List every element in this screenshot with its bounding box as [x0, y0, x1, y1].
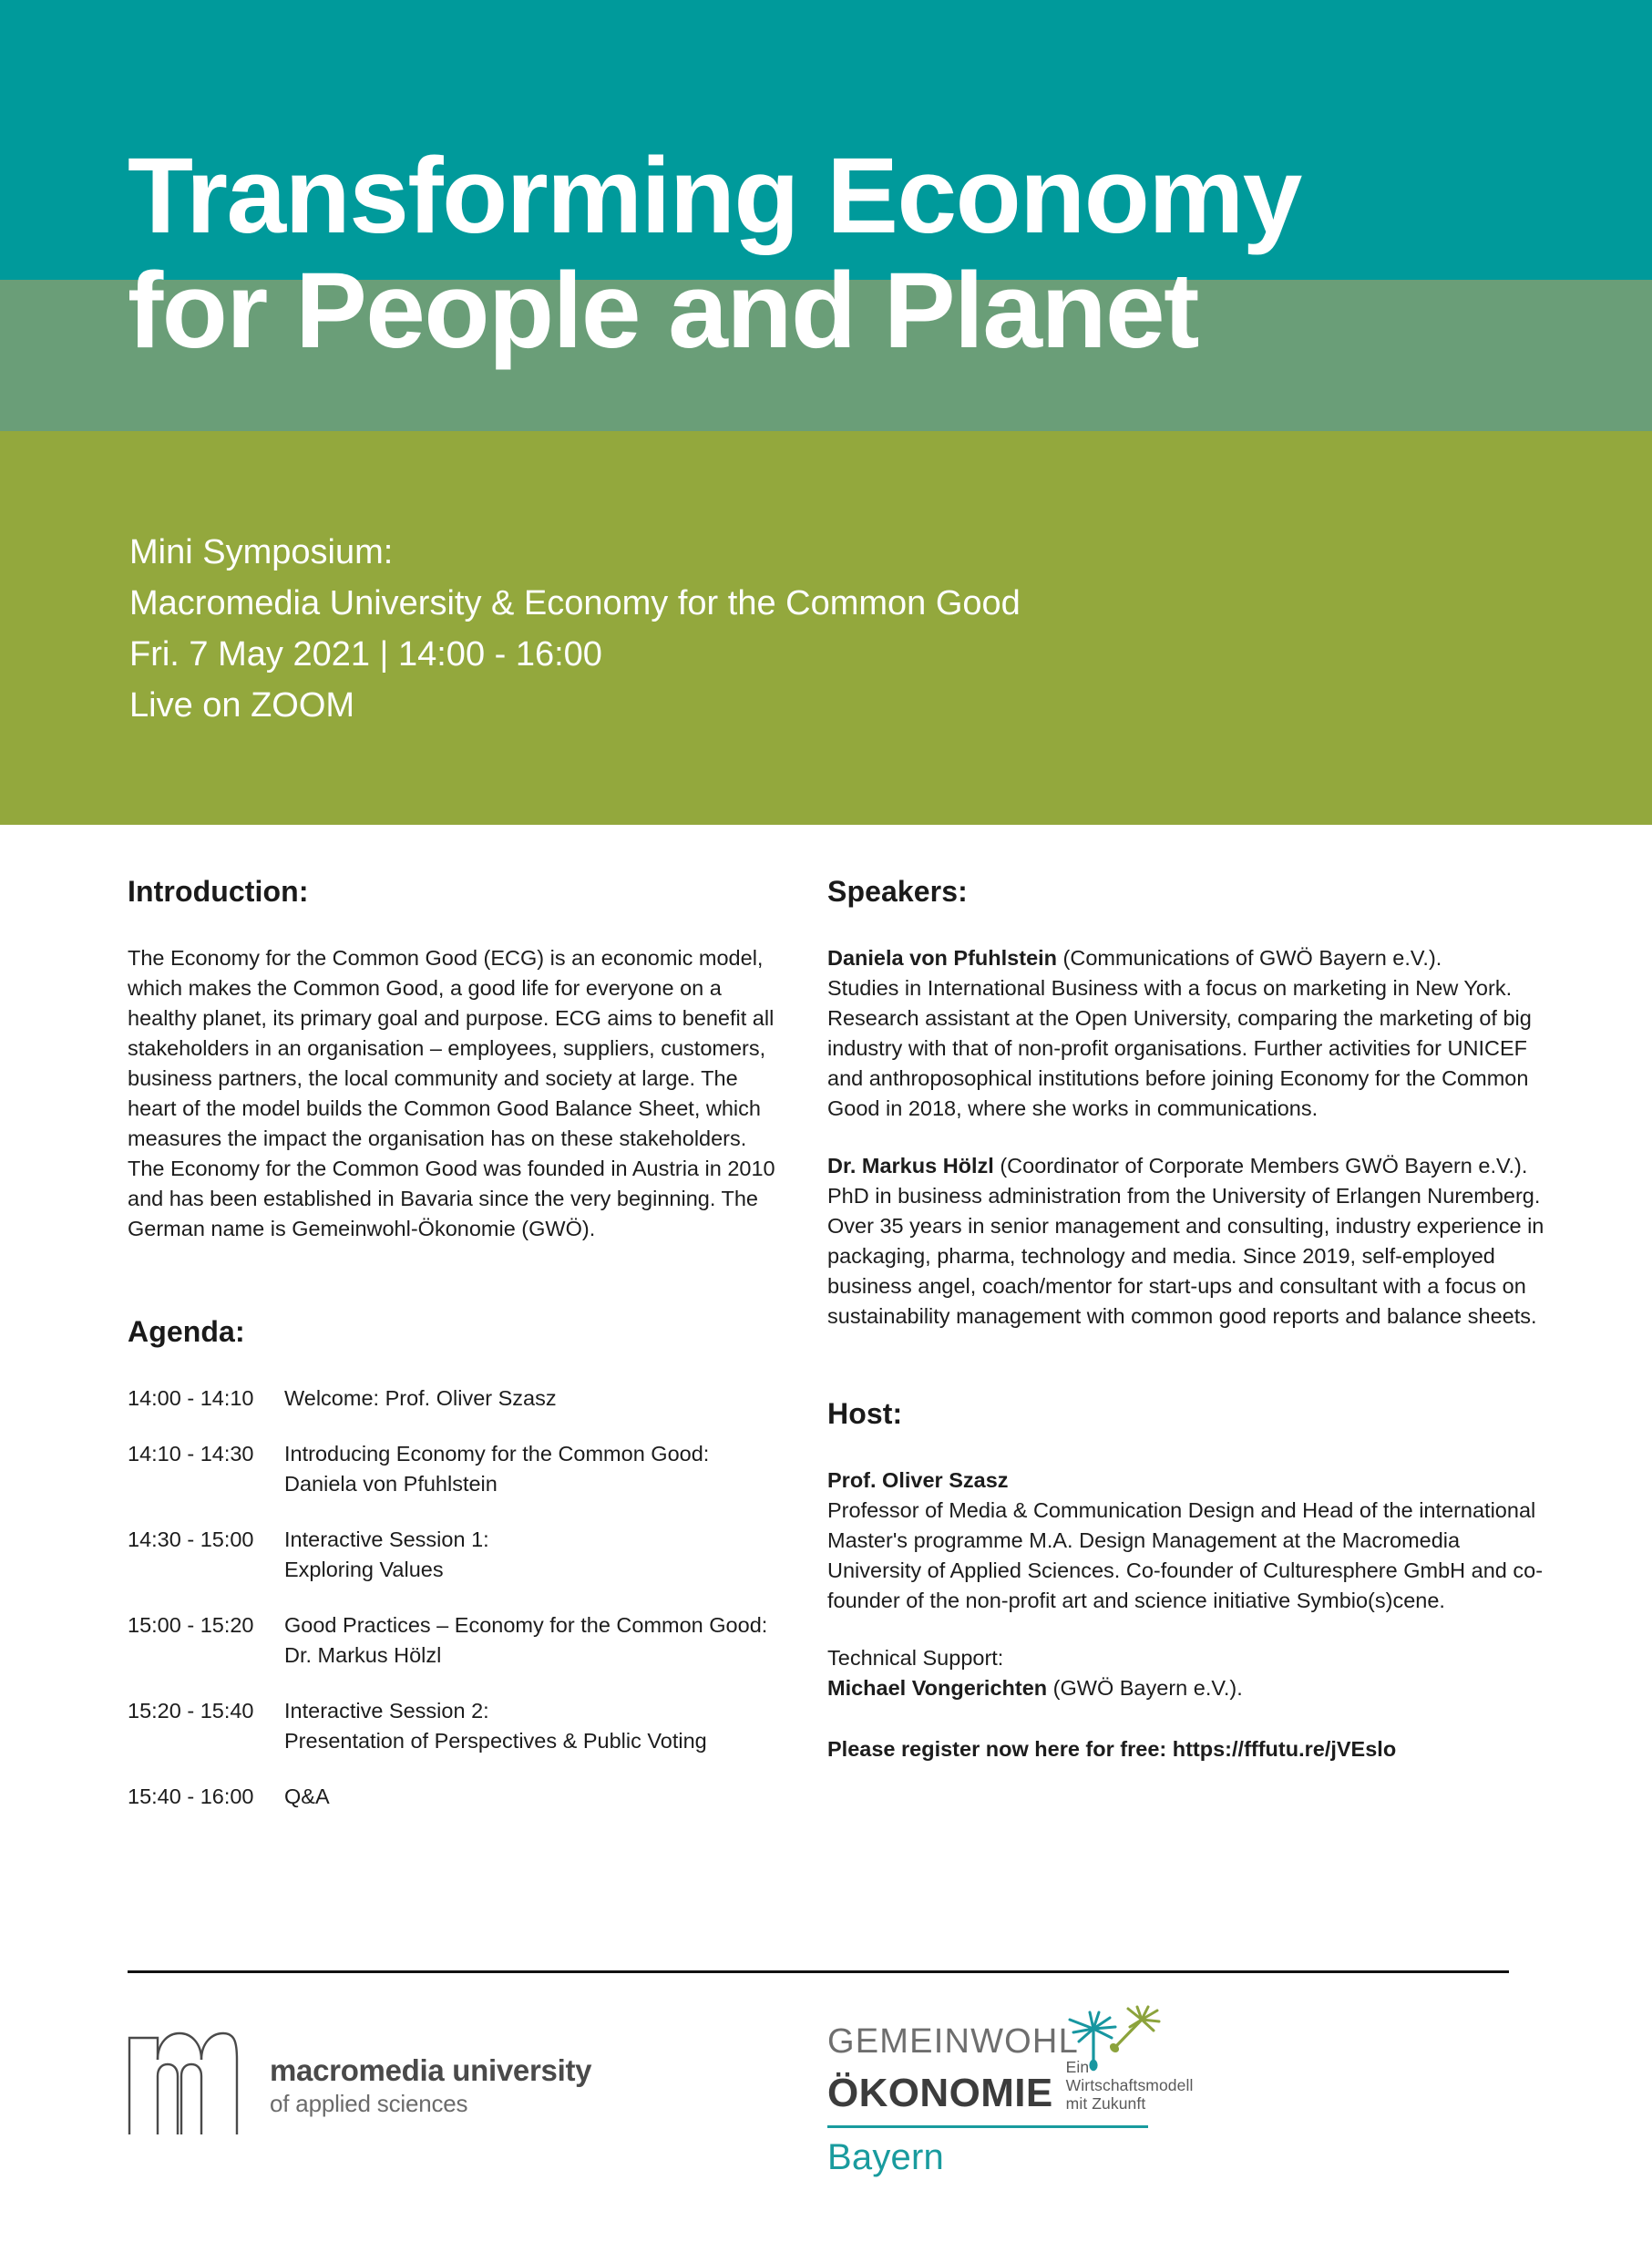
agenda-row	[128, 1610, 784, 1671]
agenda-time: 15:40 - 16:00	[128, 1784, 254, 1808]
host-name: Prof. Oliver Szasz	[827, 1468, 1009, 1492]
gwoe-gemeinwohl-word: GEMEINWOHL	[827, 2022, 1079, 2061]
speakers-heading: Speakers:	[827, 875, 968, 908]
speaker-role: (Communications of GWÖ Bayern e.V.).	[1057, 946, 1442, 970]
agenda-title: Introducing Economy for the Common Good:	[284, 1442, 710, 1466]
introduction-body: The Economy for the Common Good (ECG) is an economic model, which makes the Common Good, a good life for everyone on a healthy planet, its primary goal and purpose. ECG aims to benefit all stakeholders in an organisation – employees, suppliers, customers, business partners, the local community and society at large. The heart of the model builds the Common Good Balance Sheet, which measures the impact the organisation has on these stakeholders. The Economy for the Common Good was founded in Austria in 2010 and has been established in Bavaria since the very beginning. The German name is Gemeinwohl-Ökonomie (GWÖ).	[128, 946, 775, 1240]
agenda-row	[128, 1383, 784, 1414]
gwoe-tagline-line-2: mit Zukunft	[1065, 2094, 1146, 2113]
agenda-heading: Agenda:	[128, 1315, 245, 1348]
agenda-title: Welcome: Prof. Oliver Szasz	[284, 1386, 557, 1410]
gwoe-tagline	[1066, 2058, 1194, 2114]
macromedia-wordmark	[270, 2029, 591, 2118]
agenda-time: 14:00 - 14:10	[128, 1386, 254, 1410]
subtitle-line-event-type: Mini Symposium:	[129, 533, 394, 571]
technical-support	[827, 1643, 1547, 1703]
agenda-time: 14:10 - 14:30	[128, 1442, 254, 1466]
agenda-subtitle: Exploring Values	[284, 1558, 444, 1581]
agenda-time: 15:20 - 15:40	[128, 1699, 254, 1723]
agenda-title: Good Practices – Economy for the Common Good:	[284, 1613, 768, 1637]
footer-divider	[128, 1970, 1509, 1973]
host-entry	[827, 1466, 1547, 1616]
speaker-bio	[827, 1151, 1547, 1332]
gwoe-region: Bayern	[827, 2137, 944, 2177]
footer	[0, 1996, 1652, 2206]
agenda-title: Interactive Session 1:	[284, 1527, 489, 1551]
title-line-2: for People and Planet	[128, 251, 1198, 371]
left-column	[128, 875, 784, 1812]
right-column	[827, 875, 1547, 1786]
agenda-description	[284, 1383, 784, 1414]
agenda-description	[284, 1525, 784, 1585]
macromedia-logo	[128, 2029, 591, 2134]
agenda-description	[284, 1610, 784, 1671]
speaker-entry	[827, 1151, 1547, 1332]
agenda-description	[284, 1696, 784, 1756]
gwoe-tagline-line-1: Ein Wirtschaftsmodell	[1065, 2058, 1194, 2094]
agenda-row	[128, 1782, 784, 1812]
subtitle-line-datetime: Fri. 7 May 2021 | 14:00 - 16:00	[129, 635, 602, 674]
host-heading: Host:	[827, 1397, 903, 1430]
agenda-time: 15:00 - 15:20	[128, 1613, 254, 1637]
speaker-name: Dr. Markus Hölzl	[827, 1154, 994, 1178]
agenda-row	[128, 1525, 784, 1585]
speaker-bio	[827, 943, 1547, 1124]
subtitle-line-organisers: Macromedia University & Economy for the Common Good	[129, 584, 1021, 622]
poster-subtitle	[129, 527, 1405, 731]
introduction-heading: Introduction:	[128, 875, 309, 908]
title-line-1: Transforming Economy	[128, 136, 1301, 256]
agenda-time: 14:30 - 15:00	[128, 1527, 254, 1551]
technical-support-label: Technical Support:	[827, 1646, 1004, 1670]
agenda-subtitle: Daniela von Pfuhlstein	[284, 1472, 498, 1496]
agenda-row	[128, 1439, 784, 1499]
subtitle-line-platform: Live on ZOOM	[129, 686, 355, 725]
agenda-subtitle: Presentation of Perspectives & Public Voting	[284, 1729, 707, 1753]
macromedia-name: macromedia university	[270, 2053, 592, 2087]
agenda-title: Q&A	[284, 1784, 330, 1808]
speaker-bio-text: Studies in International Business with a focus on marketing in New York. Research assistant at the Open University, comparing the marketing of big industry with that of non-profit organisations. Further activities for UNICEF and anthroposophical institutions before joining Economy for the Common Good in 2018, where she works in communications.	[827, 976, 1532, 1120]
agenda-row	[128, 1696, 784, 1756]
agenda-title: Interactive Session 2:	[284, 1699, 489, 1723]
agenda-list	[128, 1383, 784, 1812]
agenda-description	[284, 1439, 784, 1499]
technical-support-role: (GWÖ Bayern e.V.).	[1047, 1676, 1243, 1700]
registration-link[interactable]: Please register now here for free: https://fffutu.re/jVEslo	[827, 1737, 1397, 1761]
speaker-name: Daniela von Pfuhlstein	[827, 946, 1058, 970]
host-bio-text: Professor of Media & Communication Design and Head of the international Master's programme M.A. Design Management at the Macromedia University of Applied Sciences. Co-founder of Culturesphere GmbH and co-founder of the non-profit art and science initiative Symbio(s)cene.	[827, 1498, 1544, 1612]
technical-support-name: Michael Vongerichten	[827, 1676, 1048, 1700]
agenda-subtitle: Dr. Markus Hölzl	[284, 1643, 442, 1667]
macromedia-m-mark-icon	[128, 2029, 239, 2134]
macromedia-subtitle: of applied sciences	[270, 2090, 468, 2117]
gwoe-bayern-logo	[827, 2018, 1194, 2179]
agenda-description	[284, 1782, 784, 1812]
gwoe-oekonomie-word: ÖKONOMIE	[827, 2071, 1053, 2115]
speaker-entry	[827, 943, 1547, 1124]
gwoe-rule	[827, 2125, 1148, 2128]
speaker-role: (Coordinator of Corporate Members GWÖ Bayern e.V.).	[993, 1154, 1528, 1178]
poster-title	[128, 136, 1549, 371]
speaker-bio-text: PhD in business administration from the University of Erlangen Nuremberg. Over 35 years in senior management and consulting, industry experience in packaging, pharma, technology and media. Since 2019, self-employed business angel, coach/mentor for start-ups and consultant with a focus on sustainability management with common good reports and balance sheets.	[827, 1184, 1544, 1328]
gwoe-mid-row	[827, 2058, 1194, 2115]
agenda-section	[128, 1315, 784, 1812]
